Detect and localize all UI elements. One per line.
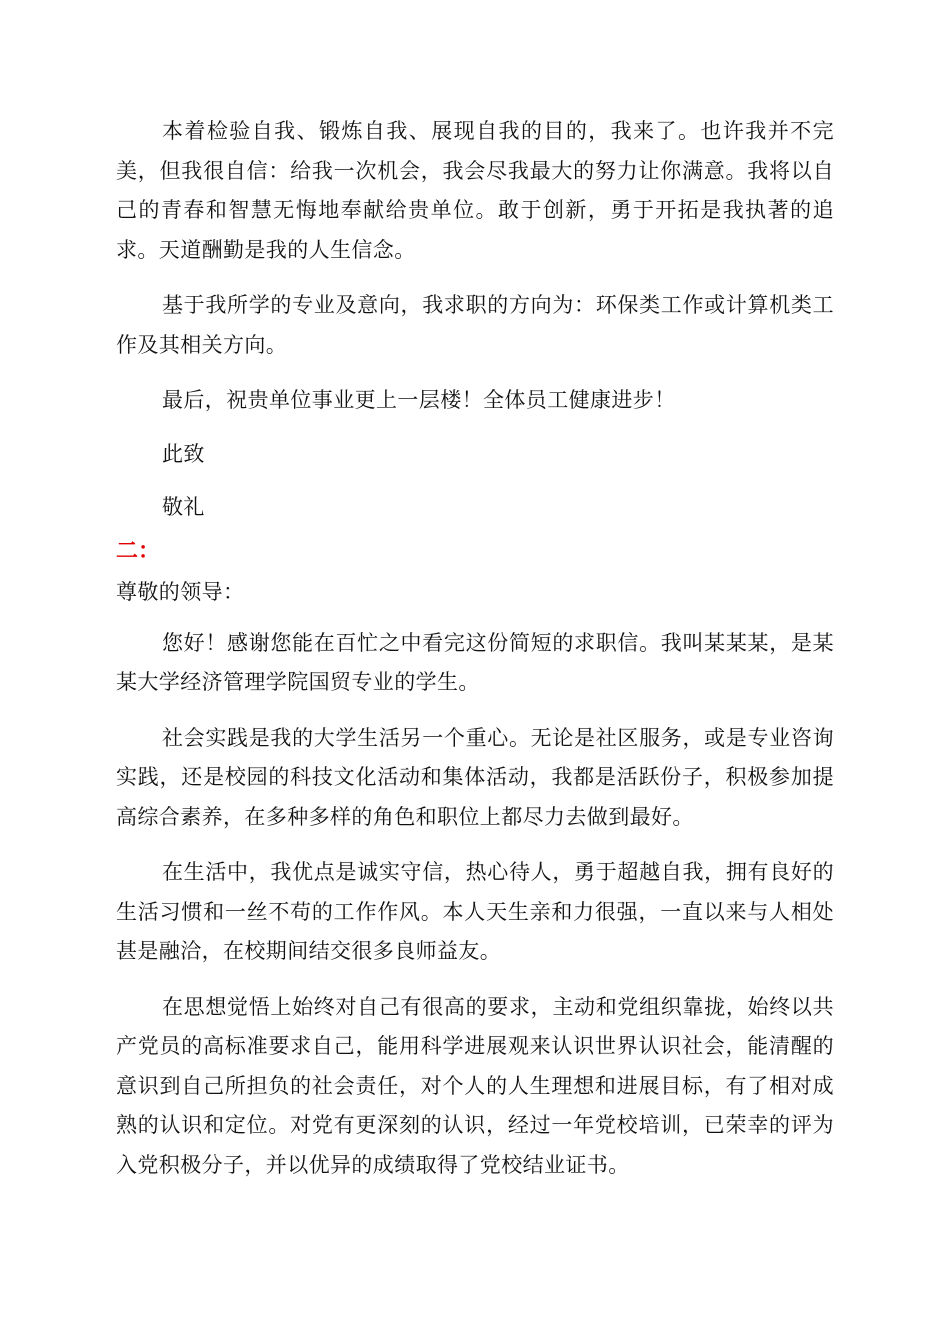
paragraph-ideology: 在思想觉悟上始终对自己有很高的要求，主动和党组织靠拢，始终以共产党员的高标准要求自己，能用科学进展观来认识世界认识社会，能清醒的意识到自己所担负的社会责任，对个人的人生理想和进展目标，有了相对成熟的认识和定位。对党有更深刻的认识，经过一年党校培训，已荣幸的评为入党积极分子，并以优异的成绩取得了党校结业证书。 [116,994,834,1177]
paragraph-job-direction: 基于我所学的专业及意向，我求职的方向为：环保类工作或计算机类工作及其相关方向。 [116,293,834,357]
section-heading: 二： [116,538,161,564]
paragraph-closing-wish: 最后，祝贵单位事业更上一层楼！全体员工健康进步！ [162,388,676,412]
closing-jingli: 敬礼 [162,495,205,519]
paragraph-self-intro: 本着检验自我、锻炼自我、展现自我的目的，我来了。也许我并不完美，但我很自信：给我一次机会，我会尽我最大的努力让你满意。我将以自己的青春和智慧无悔地奉献给贵单位。敢于创新，勇于开拓是我执著的追求。天道酬勤是我的人生信念。 [116,119,834,262]
paragraph-greeting: 您好！感谢您能在百忙之中看完这份简短的求职信。我叫某某某，是某某大学经济管理学院国贸专业的学生。 [116,630,834,694]
paragraph-social-practice: 社会实践是我的大学生活另一个重心。无论是社区服务，或是专业咨询实践，还是校园的科技文化活动和集体活动，我都是活跃份子，积极参加提高综合素养，在多种多样的角色和职位上都尽力去做到最好。 [116,725,834,829]
closing-cizhi: 此致 [162,441,205,466]
document-page [116,112,834,1185]
salutation: 尊敬的领导： [116,579,245,604]
paragraph-life: 在生活中，我优点是诚实守信，热心待人，勇于超越自我，拥有良好的生活习惯和一丝不苟的工作作风。本人天生亲和力很强，一直以来与人相处甚是融洽，在校期间结交很多良师益友。 [116,860,834,963]
